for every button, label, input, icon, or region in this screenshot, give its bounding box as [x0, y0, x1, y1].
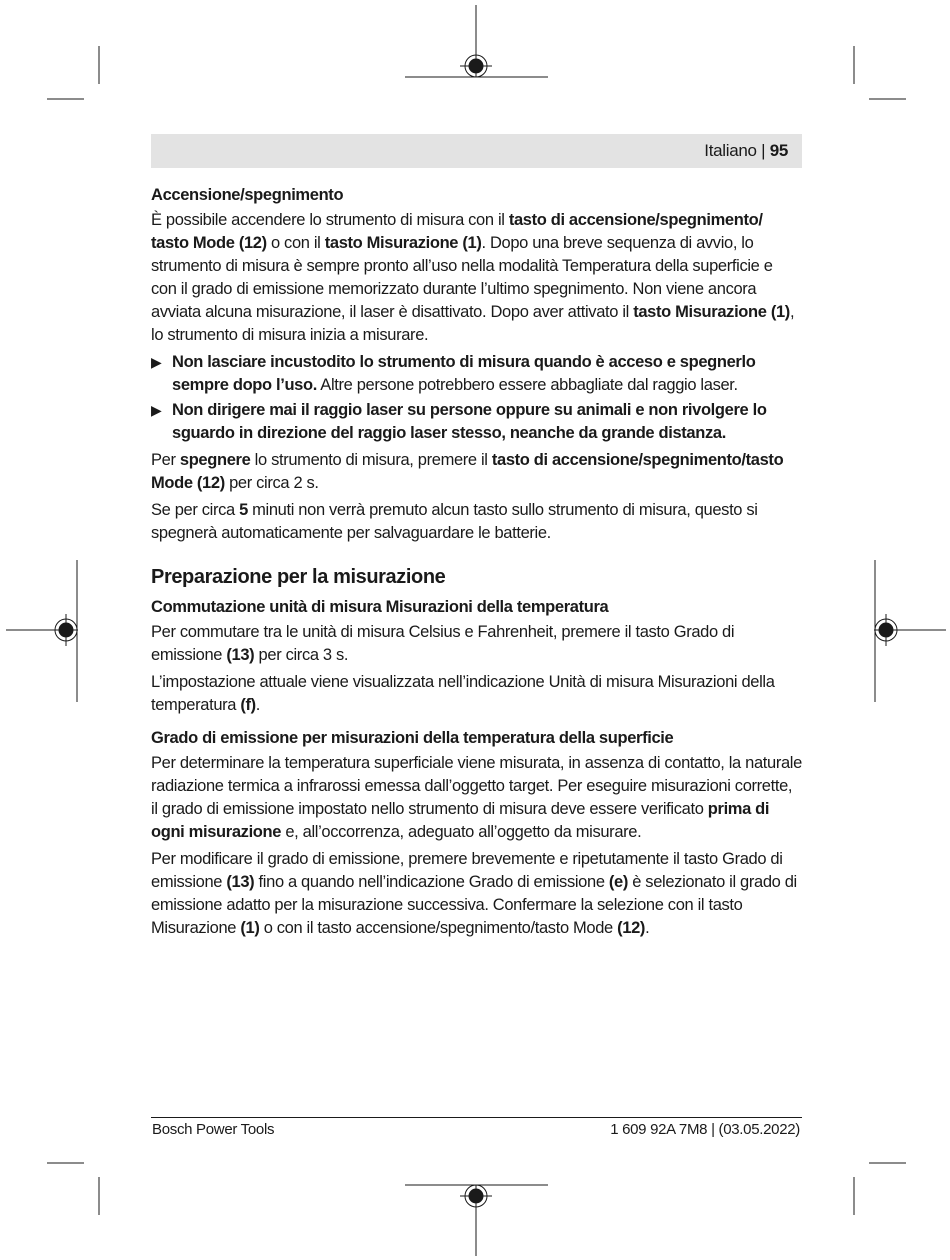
- page-number: 95: [769, 141, 788, 160]
- bold-run: tasto Misurazione (1): [633, 303, 790, 321]
- bold-run: tasto di accensione/spegnimento/tasto Mode (12): [151, 451, 784, 492]
- text-run: o con il: [266, 234, 325, 252]
- paragraph-switch-off: [151, 449, 802, 495]
- heading-units: Commutazione unità di misura Misurazioni della temperatura: [151, 598, 609, 616]
- bold-run: tasto di accensione/spegnimento/ tasto Mode (12): [151, 211, 763, 252]
- triangle-right-icon: ▶: [151, 402, 162, 418]
- header-language: Italiano: [704, 141, 757, 160]
- text-run: minuti non verrà premuto alcun tasto sullo strumento di misura, questo si spegnerà automaticamente per salvaguardare le batterie.: [151, 501, 758, 542]
- page-content: [151, 184, 802, 944]
- text-run: Se per circa: [151, 501, 240, 519]
- text-run: È possibile accendere lo strumento di misura con il: [151, 211, 509, 229]
- paragraph-emissivity-intro: [151, 752, 802, 844]
- text-run: , lo strumento di misura inizia a misurare.: [151, 303, 795, 344]
- text-run: e, all’occorrenza, adeguato all’oggetto da misurare.: [281, 823, 642, 841]
- registration-mark-left-icon: [6, 560, 78, 702]
- bold-run: (13): [226, 646, 255, 664]
- paragraph-units-switch: [151, 621, 802, 667]
- header-separator: |: [756, 141, 770, 160]
- footer-brand: Bosch Power Tools: [152, 1121, 275, 1138]
- text-run: o con il tasto accensione/spegnimento/tasto Mode: [259, 919, 618, 937]
- bold-run: tasto Misurazione (1): [324, 234, 482, 252]
- text-run: fino a quando nell’indicazione Grado di emissione: [254, 873, 609, 891]
- paragraph-auto-off: [151, 499, 802, 545]
- warning-laser-beam: [151, 399, 802, 445]
- bold-run: 5: [239, 501, 248, 519]
- bold-run: Non dirigere mai il raggio laser su persone oppure su animali e non rivolgere lo sguardo in direzione del raggio laser stesso, neanche da grande distanza.: [172, 401, 767, 442]
- bold-run: Non lasciare incustodito lo strumento di misura quando è acceso e spegnerlo sempre dopo l’uso.: [172, 353, 756, 394]
- text-run: è selezionato il grado di emissione adatto per la misurazione successiva. Confermare la selezione con il tasto Misurazione: [151, 873, 797, 937]
- registration-mark-right-icon: [874, 560, 946, 702]
- footer-doc-id: 1 609 92A 7M8 | (03.05.2022): [610, 1121, 800, 1138]
- bold-run: (1): [240, 919, 260, 937]
- text-run: Per commutare tra le unità di misura Celsius e Fahrenheit, premere il tasto Grado di emissione: [151, 623, 735, 664]
- warning-unattended: [151, 351, 802, 397]
- warning-laser-beam-text: [172, 401, 767, 442]
- text-run: per circa 3 s.: [254, 646, 349, 664]
- paragraph-units-display: [151, 671, 802, 717]
- registration-mark-top-icon: [405, 5, 548, 77]
- bold-run: (f): [240, 696, 256, 714]
- bold-run: (13): [226, 873, 255, 891]
- heading-emissivity: Grado di emissione per misurazioni della temperatura della superficie: [151, 729, 674, 747]
- text-run: .: [255, 696, 261, 714]
- registration-mark-bottom-icon: [405, 1185, 548, 1256]
- bold-run: (12): [617, 919, 646, 937]
- bold-run: prima di ogni misurazione: [151, 800, 770, 841]
- text-run: Altre persone potrebbero essere abbagliate dal raggio laser.: [316, 376, 738, 394]
- text-run: Per determinare la temperatura superficiale viene misurata, in assenza di contatto, la naturale radiazione termica a infrarossi emessa dall’oggetto target. Per eseguire misurazioni corrette, il grado di emissione impostato nello strumento di misura deve essere verificato: [151, 754, 802, 818]
- text-run: L’impostazione attuale viene visualizzata nell’indicazione Unità di misura Misurazioni della temperatura: [151, 673, 775, 714]
- running-header: [151, 134, 802, 168]
- paragraph-emissivity-change: [151, 848, 802, 940]
- bold-run: (e): [608, 873, 629, 891]
- warning-unattended-text: [172, 353, 755, 394]
- triangle-right-icon: ▶: [151, 354, 162, 370]
- text-run: lo strumento di misura, premere il: [250, 451, 492, 469]
- text-run: Per modificare il grado di emissione, premere brevemente e ripetutamente il tasto Grado di emissione: [151, 850, 783, 891]
- heading-preparation: Preparazione per la misurazione: [151, 566, 446, 588]
- text-run: Per: [151, 451, 180, 469]
- heading-on-off: Accensione/spegnimento: [151, 186, 344, 204]
- footer-rule: [151, 1117, 802, 1118]
- bold-run: spegnere: [179, 451, 251, 469]
- paragraph-on-off-intro: [151, 209, 802, 347]
- header-label: [704, 141, 788, 161]
- text-run: per circa 2 s.: [224, 474, 319, 492]
- text-run: .: [645, 919, 650, 937]
- text-run: . Dopo una breve sequenza di avvio, lo strumento di misura è sempre pronto all’uso nella modalità Temperatura della superficie e con il grado di emissione memorizzato durante l’ultimo spegnimento. Non viene ancora avviata alcuna misurazione, il laser è disattivato. Dopo aver attivato il: [151, 234, 773, 321]
